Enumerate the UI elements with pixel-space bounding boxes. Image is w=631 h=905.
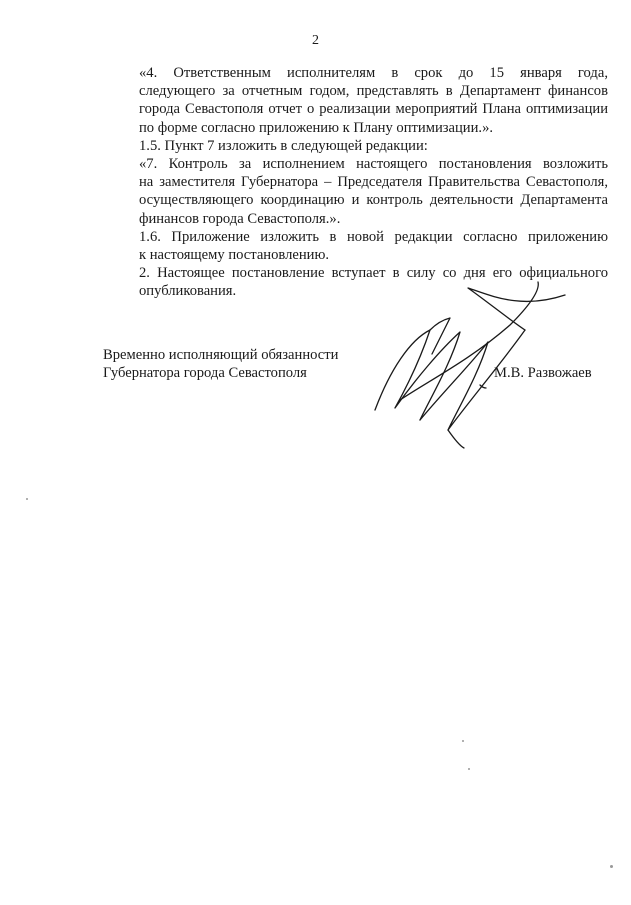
paragraph-clause-7 xyxy=(103,155,608,228)
scan-speck xyxy=(462,740,464,742)
text-line: 2. Настоящее постановление вступает в силу со дня его официального xyxy=(139,265,608,282)
text-line: «7. Контроль за исполнением настоящего постановления возложить xyxy=(139,156,608,173)
text-line: финансов города Севастополя.». xyxy=(139,210,341,227)
text-line: осуществляющего координацию и контроль деятельности Департамента xyxy=(139,192,608,209)
text-line: по форме согласно приложению к Плану оптимизации.». xyxy=(139,119,494,136)
handwritten-signature xyxy=(360,270,580,450)
paragraph-item-1-6 xyxy=(103,228,608,264)
scan-speck xyxy=(610,865,613,868)
text-line: на заместителя Губернатора – Председателя Правительства Севастополя, xyxy=(139,174,608,191)
text-line: города Севастополя отчет о реализации мероприятий Плана оптимизации xyxy=(139,101,608,118)
text-line: следующего за отчетным годом, представлять в Департамент финансов xyxy=(139,83,608,100)
signatory-position xyxy=(103,346,338,382)
signatory-position-line: Временно исполняющий обязанности xyxy=(103,347,339,363)
page-number: 2 xyxy=(312,33,319,48)
scan-speck xyxy=(26,498,28,500)
text-line: 1.5. Пункт 7 изложить в следующей редакции: xyxy=(139,137,428,154)
paragraph-clause-4 xyxy=(103,64,608,137)
text-line: «4. Ответственным исполнителям в срок до 15 января года, xyxy=(139,65,608,81)
text-line: к настоящему постановлению. xyxy=(139,247,330,264)
text-line: опубликования. xyxy=(139,283,237,300)
signatory-position-line: Губернатора города Севастополя xyxy=(103,365,307,382)
signatory-name: М.В. Развожаев xyxy=(494,365,592,381)
text-line: 1.6. Приложение изложить в новой редакции согласно приложению xyxy=(139,228,608,245)
document-body xyxy=(103,64,608,301)
scan-speck xyxy=(468,768,470,770)
paragraph-item-1-5 xyxy=(103,137,608,155)
